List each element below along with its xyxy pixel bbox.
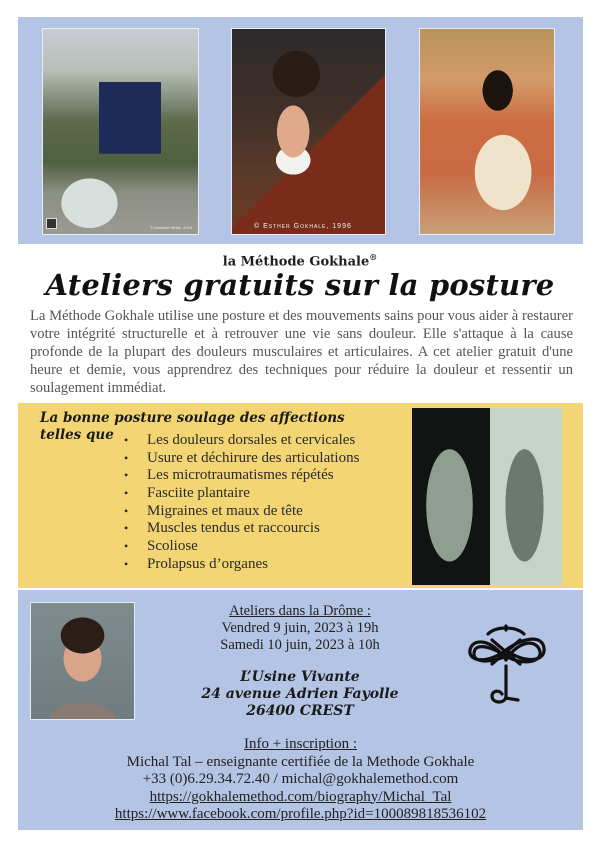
events-heading: Ateliers dans la Drôme :: [229, 603, 371, 619]
contact-heading: Info + inscription :: [243, 736, 358, 752]
photo-caption: © Monishe White, 2018: [150, 225, 192, 230]
intro-paragraph: La Méthode Gokhale utilise une posture et des mouvements sains pour vous aider à restaurer votre intégrité structurelle et à retrouver une vie sans douleur. Elle s'attaque à la cause profonde de la plupart des douleurs musculaires et articulaires. A cet atelier gratuit d'une heure et demie, vous apprendrez des techniques pour réduire la douleur et ressentir un soulagement immédiat.: [30, 308, 573, 396]
contact-block: [18, 736, 583, 824]
teacher-credentials: Michal Tal – enseignante certifiée de la Methode Gokhale: [126, 753, 475, 770]
events-block: [150, 603, 450, 654]
african-woman-photo: [419, 28, 555, 235]
ailments-list: [124, 432, 414, 574]
list-item: • Les douleurs dorsales et cervicales: [124, 432, 414, 450]
venue-name: L’Usine Vivante: [240, 669, 360, 685]
venue-block: [150, 669, 450, 720]
gokhale-tree-logo-icon: [462, 620, 550, 706]
list-item: • Les microtraumatismes répétés: [124, 467, 414, 485]
venue-city: 26400 CREST: [246, 703, 354, 719]
phone-email: +33 (0)6.29.34.72.40 / michal@gokhalemethod.com: [142, 771, 459, 787]
list-item: • Muscles tendus et raccourcis: [124, 520, 414, 538]
event-date: Samedi 10 juin, 2023 à 10h: [220, 637, 380, 653]
method-subtitle: la Méthode Gokhale®: [222, 252, 378, 270]
list-item: • Fasciite plantaire: [124, 485, 414, 503]
photo-caption: © Esther Gokhale, 1996: [254, 223, 352, 230]
event-date: Vendred 9 juin, 2023 à 19h: [221, 620, 379, 636]
camera-badge-icon: [46, 218, 57, 229]
facebook-link[interactable]: https://www.facebook.com/profile.php?id=100089818536102: [114, 806, 487, 822]
venue-street: 24 avenue Adrien Fayolle: [201, 686, 399, 702]
list-item: • Usure et déchirure des articulations: [124, 450, 414, 468]
toddler-standing-photo: [231, 28, 386, 235]
list-item: • Prolapsus d’organes: [124, 556, 414, 574]
registered-mark: ®: [369, 252, 378, 262]
ailments-heading: La bonne posture soulage des affections telles que: [40, 410, 345, 443]
woman-gardening-photo: [42, 28, 199, 235]
list-item: • Migraines et maux de tête: [124, 503, 414, 521]
page-title: Ateliers gratuits sur la posture: [45, 268, 555, 302]
biography-link[interactable]: https://gokhalemethod.com/biography/Michal_Tal: [149, 788, 452, 805]
list-item: • Scoliose: [124, 538, 414, 556]
teacher-portrait: [30, 602, 135, 720]
greek-statue-photo: [412, 408, 562, 585]
